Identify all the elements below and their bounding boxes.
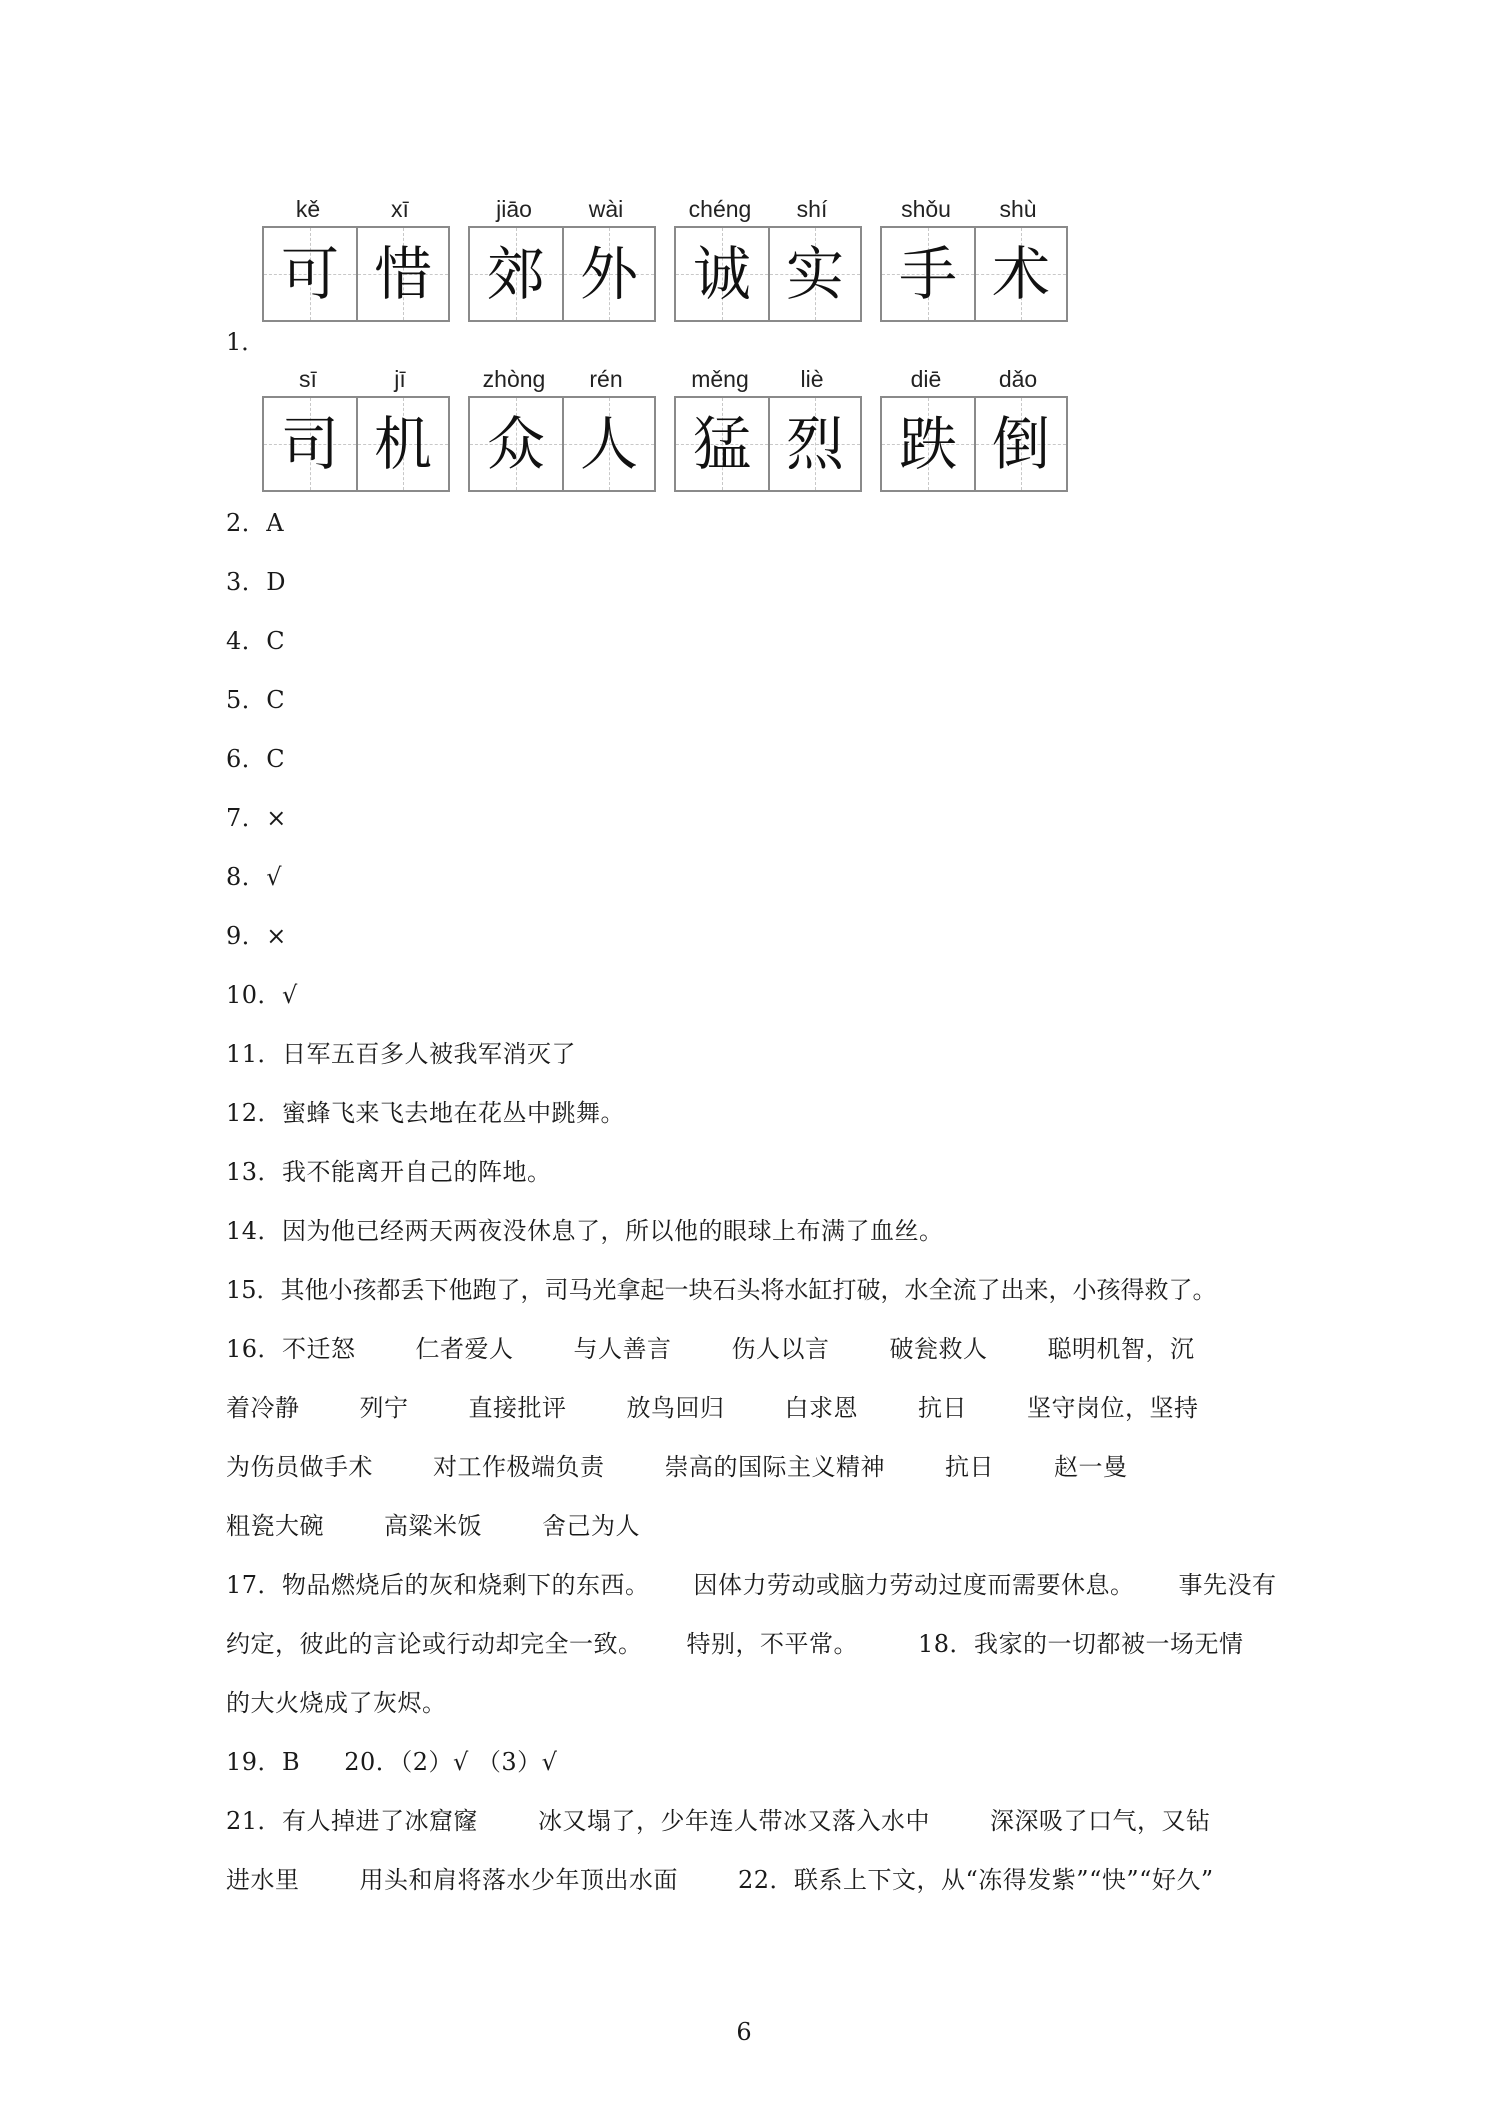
char-box: 手 (882, 228, 974, 320)
char-box: 诚 (676, 228, 768, 320)
character-grid-row-1 (262, 192, 1068, 322)
answer-6: 6．C (226, 745, 286, 773)
answer-19-20: 19．B 20．（2）√ （3）√ (226, 1748, 558, 1776)
pinyin: kě (295, 196, 321, 222)
char-box: 机 (356, 398, 448, 490)
char-box: 可 (264, 228, 356, 320)
word-pair (674, 192, 862, 322)
char-box: 众 (470, 398, 562, 490)
answer-16-line-1: 16．不迁怒 仁者爱人 与人善言 伤人以言 破瓮救人 聪明机智，沉 (226, 1335, 1195, 1363)
answer-17-line-3: 的大火烧成了灰烬。 (226, 1689, 447, 1717)
word-pair (468, 192, 656, 322)
char-box: 烈 (768, 398, 860, 490)
char-box: 跌 (882, 398, 974, 490)
answer-15: 15．其他小孩都丢下他跑了，司马光拿起一块石头将水缸打破，水全流了出来，小孩得救了。 (226, 1276, 1217, 1304)
word-pair (880, 192, 1068, 322)
answer-21-line-1: 21．有人掉进了冰窟窿 冰又塌了，少年连人带冰又落入水中 深深吸了口气，又钻 (226, 1807, 1211, 1835)
char-box: 司 (264, 398, 356, 490)
character-grid-row-2 (262, 362, 1068, 492)
answer-14: 14．因为他已经两天两夜没休息了，所以他的眼球上布满了血丝。 (226, 1217, 944, 1245)
char-box: 郊 (470, 228, 562, 320)
word-pair (262, 192, 450, 322)
answer-7: 7．× (226, 804, 287, 832)
answer-2: 2．A (226, 509, 285, 537)
char-box: 实 (768, 228, 860, 320)
pinyin: shí (796, 196, 828, 222)
char-box: 惜 (356, 228, 448, 320)
answer-4: 4．C (226, 627, 286, 655)
char-box: 外 (562, 228, 654, 320)
answer-16-line-2: 着冷静 列宁 直接批评 放鸟回归 白求恩 抗日 坚守岗位，坚持 (226, 1394, 1199, 1422)
word-pair (880, 362, 1068, 492)
word-pair (262, 362, 450, 492)
page-number: 6 (736, 2018, 752, 2046)
answer-17-line-2: 约定，彼此的言论或行动却完全一致。 特别，不平常。 18．我家的一切都被一场无情 (226, 1630, 1244, 1658)
answer-12: 12．蜜蜂飞来飞去地在花丛中跳舞。 (226, 1099, 626, 1127)
pinyin: wài (588, 196, 624, 222)
pinyin: zhòng (482, 366, 546, 392)
pinyin: liè (800, 366, 824, 392)
pinyin: rén (589, 366, 623, 392)
char-box: 猛 (676, 398, 768, 490)
pinyin: jī (394, 366, 406, 392)
answer-8: 8．√ (226, 863, 283, 891)
answer-10: 10．√ (226, 981, 298, 1009)
answer-21-line-2: 进水里 用头和肩将落水少年顶出水面 22．联系上下文，从“冻得发紫”“快”“好久” (226, 1866, 1214, 1894)
pinyin: sī (299, 366, 317, 392)
answer-17-line-1: 17．物品燃烧后的灰和烧剩下的东西。 因体力劳动或脑力劳动过度而需要休息。 事先没有 (226, 1571, 1277, 1599)
answer-5: 5．C (226, 686, 286, 714)
answer-16-line-4: 粗瓷大碗 高粱米饭 舍己为人 (226, 1512, 640, 1540)
word-pair (468, 362, 656, 492)
answer-11: 11．日军五百多人被我军消灭了 (226, 1040, 577, 1068)
answer-13: 13．我不能离开自己的阵地。 (226, 1158, 552, 1186)
pinyin: měng (691, 366, 749, 392)
char-box: 人 (562, 398, 654, 490)
pinyin: shǒu (901, 196, 951, 222)
char-box: 倒 (974, 398, 1066, 490)
pinyin: dǎo (998, 366, 1038, 392)
pinyin: shù (999, 196, 1037, 222)
pinyin: jiāo (496, 196, 532, 222)
answer-9: 9．× (226, 922, 287, 950)
char-box: 术 (974, 228, 1066, 320)
pinyin: chéng (688, 196, 752, 222)
answer-3: 3．D (226, 568, 287, 596)
word-pair (674, 362, 862, 492)
pinyin: xī (391, 196, 409, 222)
pinyin: diē (910, 366, 942, 392)
answer-16-line-3: 为伤员做手术 对工作极端负责 崇高的国际主义精神 抗日 赵一曼 (226, 1453, 1128, 1481)
question-number-1: 1． (226, 328, 266, 356)
